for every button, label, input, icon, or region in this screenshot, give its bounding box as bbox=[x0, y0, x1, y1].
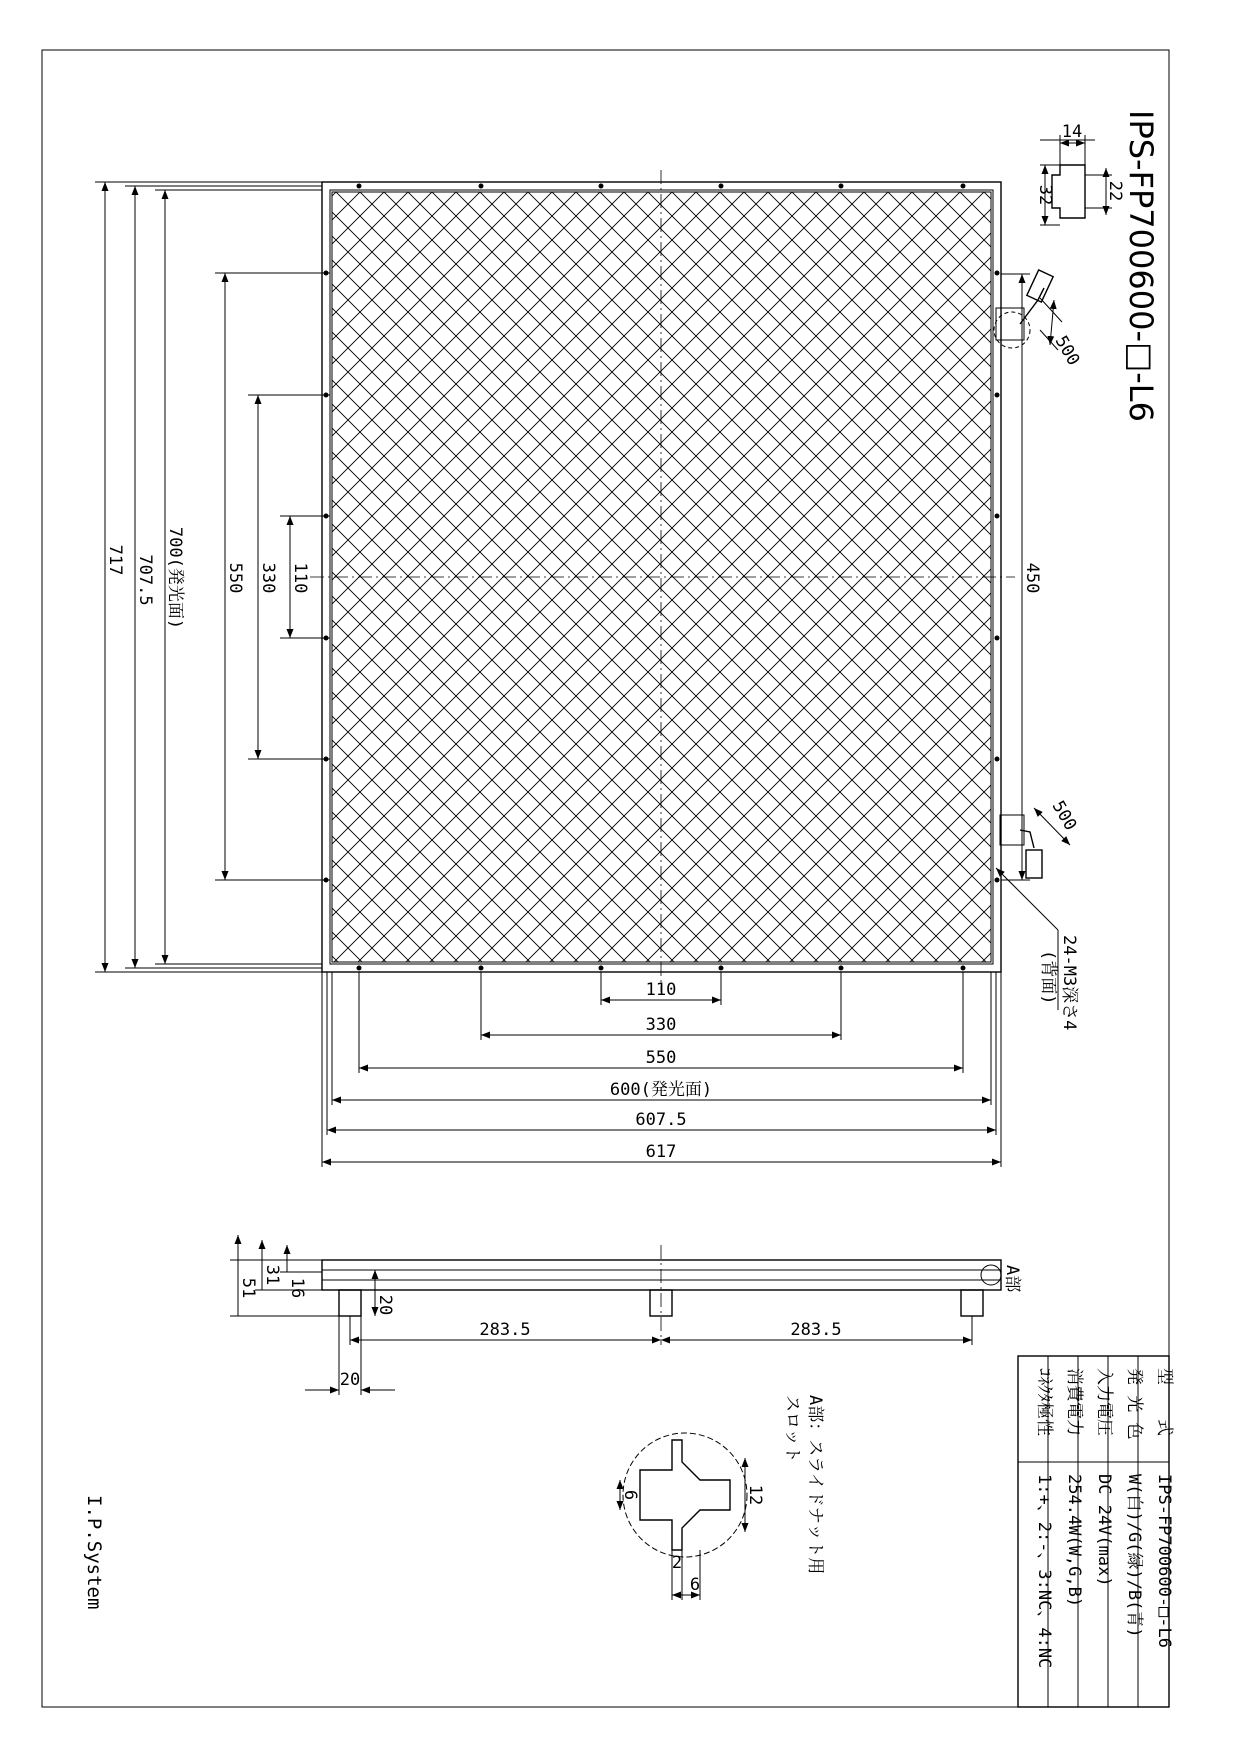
dim-110v: 110 bbox=[290, 562, 310, 594]
side-dim-16: 16 bbox=[287, 1277, 307, 1299]
spec-value-color: W(白)/G(緑)/B(青) bbox=[1124, 1474, 1144, 1638]
dim-550v: 550 bbox=[225, 562, 245, 594]
mounting-hole bbox=[961, 184, 966, 189]
dim-330h: 330 bbox=[645, 1015, 677, 1035]
slot-dim-2: 2 bbox=[671, 1553, 683, 1573]
spec-label-voltage: 入力電圧 bbox=[1094, 1368, 1114, 1436]
side-body bbox=[322, 1260, 1001, 1290]
dim-717: 717 bbox=[105, 544, 125, 576]
mounting-hole bbox=[479, 184, 484, 189]
dim-450: 450 bbox=[1022, 562, 1042, 594]
spec-value-power: 254.4W(W,G,B) bbox=[1064, 1474, 1084, 1608]
side-dim-51: 51 bbox=[238, 1277, 258, 1299]
mounting-hole bbox=[995, 514, 1000, 519]
a-mark: A部 bbox=[1002, 1265, 1022, 1293]
spec-value-voltage: DC 24V(max) bbox=[1094, 1474, 1114, 1587]
a-detail-title-2: スロット bbox=[782, 1395, 802, 1463]
conn-dim-14: 14 bbox=[1061, 122, 1083, 142]
slot-dim-12: 12 bbox=[745, 1484, 765, 1506]
horizontal-dimensions bbox=[322, 972, 1001, 1167]
dim-110h: 110 bbox=[645, 980, 677, 1000]
mounting-hole bbox=[839, 184, 844, 189]
spec-table bbox=[1018, 1356, 1174, 1707]
side-foot-left bbox=[339, 1290, 361, 1316]
spec-label-power: 消費電力 bbox=[1064, 1368, 1084, 1436]
side-dim-31: 31 bbox=[262, 1264, 282, 1286]
side-dim-283-5-right: 283.5 bbox=[790, 1320, 842, 1340]
panel-top-view bbox=[310, 170, 1015, 992]
mounting-hole bbox=[357, 184, 362, 189]
mounting-hole bbox=[995, 757, 1000, 762]
side-dim-283-5-left: 283.5 bbox=[479, 1320, 531, 1340]
mounting-hole bbox=[995, 636, 1000, 641]
mounting-hole bbox=[479, 966, 484, 971]
dim-600h: 600(発光面) bbox=[609, 1080, 713, 1100]
holes-spec: 24-M3深さ4 bbox=[1059, 935, 1079, 1031]
dim-550h: 550 bbox=[645, 1048, 677, 1068]
spec-value-polarity: 1:+、2:-、3:NC、4:NC bbox=[1034, 1474, 1054, 1669]
dim-330v: 330 bbox=[258, 562, 278, 594]
cable-500-bottom: 500 bbox=[1047, 797, 1081, 835]
mounting-hole bbox=[995, 393, 1000, 398]
mounting-hole bbox=[961, 966, 966, 971]
side-dim-20-foot: 20 bbox=[339, 1370, 361, 1390]
slot-detail bbox=[620, 1395, 825, 1600]
dim-700: 700(発光面) bbox=[165, 526, 185, 630]
slot-dim-6-horizontal: 6 bbox=[689, 1575, 701, 1595]
company-name: I.P.System bbox=[83, 1495, 105, 1610]
conn-dim-32: 32 bbox=[1035, 184, 1055, 206]
model-title: IPS-FP700600-□-L6 bbox=[1122, 110, 1160, 422]
mounting-hole bbox=[599, 966, 604, 971]
cable-connector-top bbox=[994, 270, 1083, 369]
conn-dim-22: 22 bbox=[1105, 180, 1125, 202]
dim-707-5: 707.5 bbox=[135, 554, 155, 606]
side-view bbox=[230, 1235, 1022, 1395]
mounting-hole bbox=[357, 966, 362, 971]
side-dim-20: 20 bbox=[375, 1294, 395, 1316]
holes-back: (背面) bbox=[1038, 950, 1058, 1005]
spec-label-model: 型 式 bbox=[1154, 1368, 1174, 1436]
mounting-hole bbox=[599, 184, 604, 189]
spec-label-polarity: ｺﾈｸﾀ極性 bbox=[1034, 1368, 1054, 1436]
connector-detail bbox=[1035, 122, 1125, 225]
side-foot-right bbox=[961, 1290, 983, 1316]
hole-note bbox=[996, 868, 1079, 1030]
dim-607-5h: 607.5 bbox=[635, 1110, 687, 1130]
spec-value-model: IPS-FP700600-□-L6 bbox=[1154, 1474, 1174, 1648]
cable-500-top: 500 bbox=[1050, 332, 1084, 370]
dim-617h: 617 bbox=[645, 1142, 677, 1162]
mounting-hole bbox=[719, 184, 724, 189]
mounting-hole bbox=[995, 271, 1000, 276]
cable-connector-bottom bbox=[1000, 798, 1080, 879]
mounting-hole bbox=[839, 966, 844, 971]
a-detail-title: A部：スライドナット用 bbox=[805, 1395, 825, 1575]
spec-label-color: 発 光 色 bbox=[1124, 1368, 1144, 1440]
slot-dim-6-vertical: 6 bbox=[620, 1489, 640, 1501]
mounting-hole bbox=[719, 966, 724, 971]
mounting-hole bbox=[995, 878, 1000, 883]
